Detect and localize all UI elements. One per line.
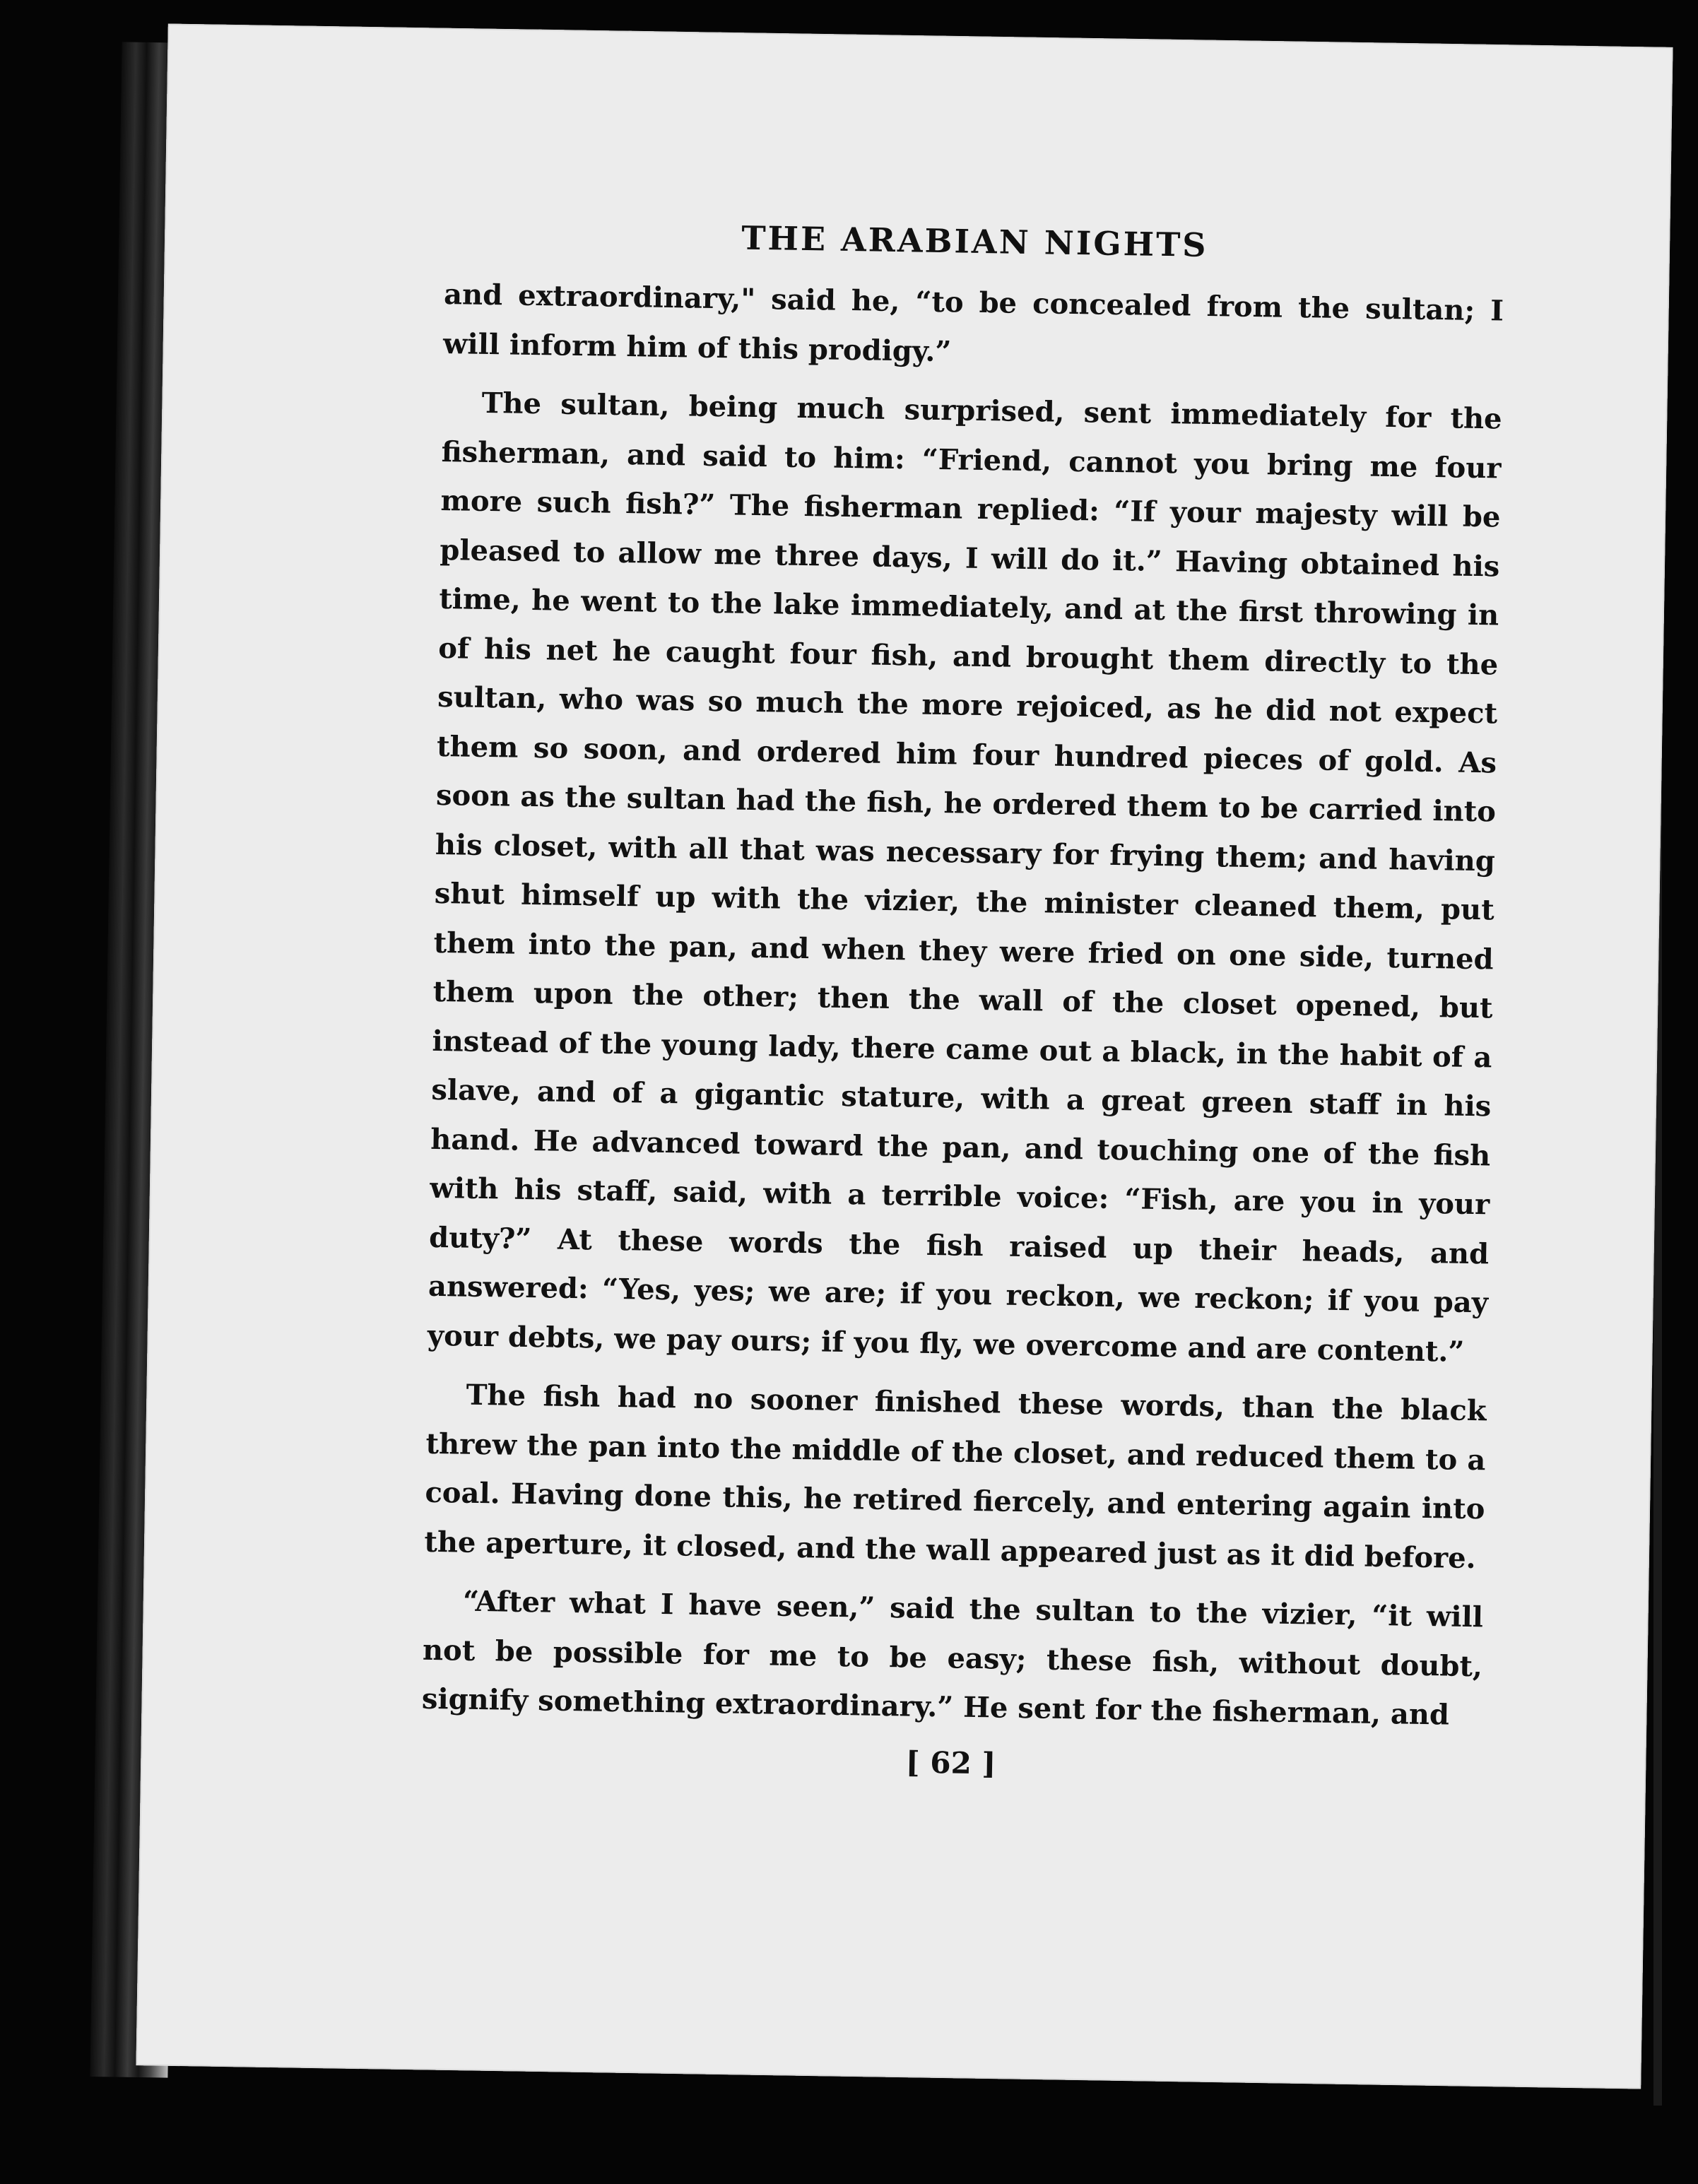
page-number: [ 62 ] bbox=[905, 1745, 996, 1781]
paragraph-3: The fish had no sooner finished these words, than the black threw the pan into the middle of the closet, and reduced them to a coal. Having done this, he retired fiercely, and entering again into the aperture, it closed, and the wall appeared just as it did before. bbox=[424, 1378, 1487, 1575]
running-head: THE ARABIAN NIGHTS bbox=[741, 218, 1208, 264]
paragraph-1: and extraordinary," said he, “to be concealed from the sultan; I will inform him of this prodigy.” bbox=[442, 277, 1504, 368]
paragraph-4: “After what I have seen,” said the sultan to the vizier, “it will not be possible for me to be easy; these fish, without doubt, signify something extraordinary.” He sent for the fisherman, and bbox=[421, 1584, 1484, 1732]
page-text-block bbox=[420, 212, 1505, 1793]
paragraph-2: The sultan, being much surprised, sent immediately for the fisherman, and said to him: “Friend, cannot you bring me four more such fish?” The fisherman replied: “If your majesty will be pleased to allow me three days, I will do it.” Having obtained his time, he went to the lake immediately, and at the first throwing in of his net he caught four fish, and brought them directly to the sultan, who was so much the more rejoiced, as he did not expect them so soon, and ordered him four hundred pieces of gold. As soon as the sultan had the fish, he ordered them to be carried into his closet, with all that was necessary for frying them; and having shut himself up with the vizier, the minister cleaned them, put them into the pan, and when they were fried on one side, turned them upon the other; then the wall of the closet opened, but instead of the young lady, there came out a black, in the habit of a slave, and of a gigantic stature, with a great green staff in his hand. He advanced toward the pan, and touching one of the fish with his staff, said, with a terrible voice: “Fish, are you in your duty?” At these words the fish raised up their heads, and answered: “Yes, yes; we are; if you reckon, we reckon; if you pay your debts, we pay ours; if you fly, we overcome and are content.” bbox=[427, 386, 1502, 1369]
